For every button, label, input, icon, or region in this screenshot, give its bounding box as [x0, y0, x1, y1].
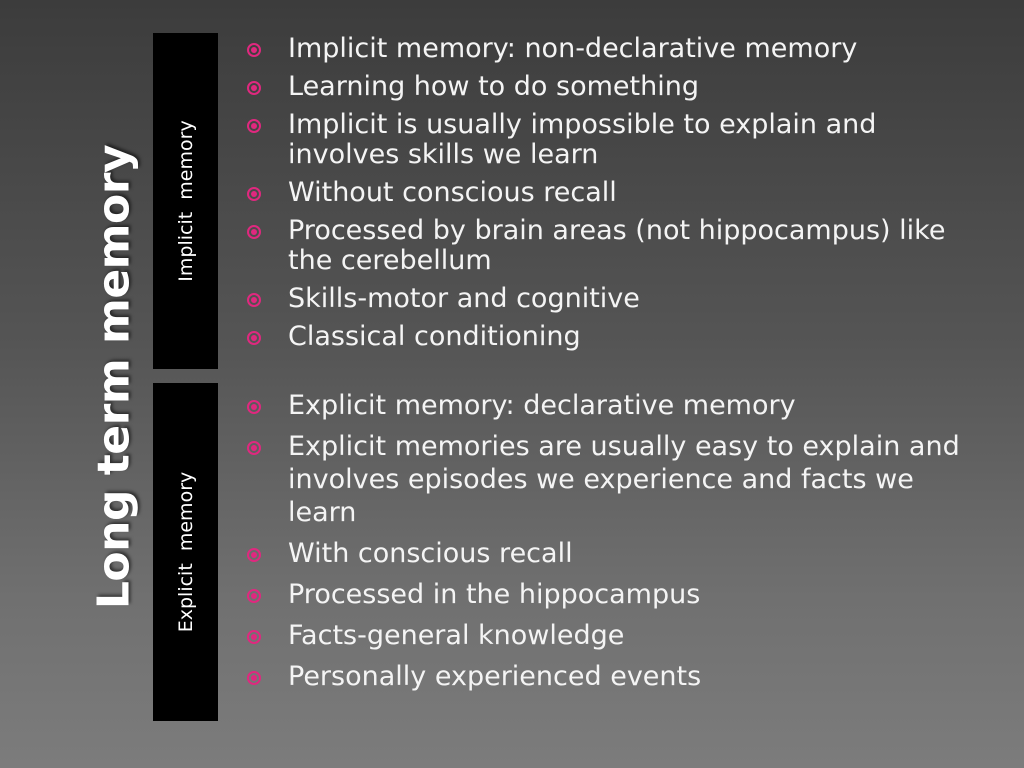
slide-title: Long term memory	[88, 144, 140, 610]
list-item	[246, 322, 986, 352]
list-item	[246, 430, 986, 529]
bullet-text: Without conscious recall	[288, 177, 617, 208]
list-item	[246, 34, 986, 64]
circled-dot-icon	[247, 400, 261, 414]
list-item	[246, 578, 986, 611]
bullet-text: Explicit memory: declarative memory	[288, 390, 796, 421]
bullet-text: Personally experienced events	[288, 661, 702, 692]
circled-dot-icon	[247, 441, 261, 455]
list-item	[246, 72, 986, 102]
list-item	[246, 619, 986, 652]
circled-dot-icon	[247, 630, 261, 644]
implicit-memory-label-box	[153, 33, 218, 369]
explicit-memory-label: Explicit memory	[174, 471, 197, 633]
bullet-text: With conscious recall	[288, 538, 573, 569]
circled-dot-icon	[247, 671, 261, 685]
bullet-text: Explicit memories are usually easy to explain and involves episodes we experience and facts we learn	[288, 431, 960, 528]
circled-dot-icon	[247, 331, 261, 345]
circled-dot-icon	[247, 187, 261, 201]
circled-dot-icon	[247, 81, 261, 95]
bullet-text: Implicit is usually impossible to explain and involves skills we learn	[288, 109, 877, 170]
bullet-text: Processed in the hippocampus	[288, 579, 701, 610]
circled-dot-icon	[247, 43, 261, 57]
list-item	[246, 110, 986, 170]
list-item	[246, 284, 986, 314]
circled-dot-icon	[247, 119, 261, 133]
list-item	[246, 389, 986, 422]
explicit-memory-bullet-list	[246, 389, 986, 701]
bullet-text: Classical conditioning	[288, 321, 581, 352]
explicit-memory-label-box	[153, 383, 218, 721]
list-item	[246, 537, 986, 570]
bullet-text: Learning how to do something	[288, 71, 699, 102]
circled-dot-icon	[247, 293, 261, 307]
list-item	[246, 660, 986, 693]
bullet-text: Facts-general knowledge	[288, 620, 625, 651]
bullet-text: Processed by brain areas (not hippocampus) like the cerebellum	[288, 215, 946, 276]
bullet-text: Skills-motor and cognitive	[288, 283, 640, 314]
circled-dot-icon	[247, 548, 261, 562]
list-item	[246, 216, 986, 276]
implicit-memory-bullet-list	[246, 34, 986, 360]
circled-dot-icon	[247, 225, 261, 239]
list-item	[246, 178, 986, 208]
circled-dot-icon	[247, 589, 261, 603]
bullet-text: Implicit memory: non-declarative memory	[288, 33, 858, 64]
implicit-memory-label: Implicit memory	[174, 120, 197, 282]
